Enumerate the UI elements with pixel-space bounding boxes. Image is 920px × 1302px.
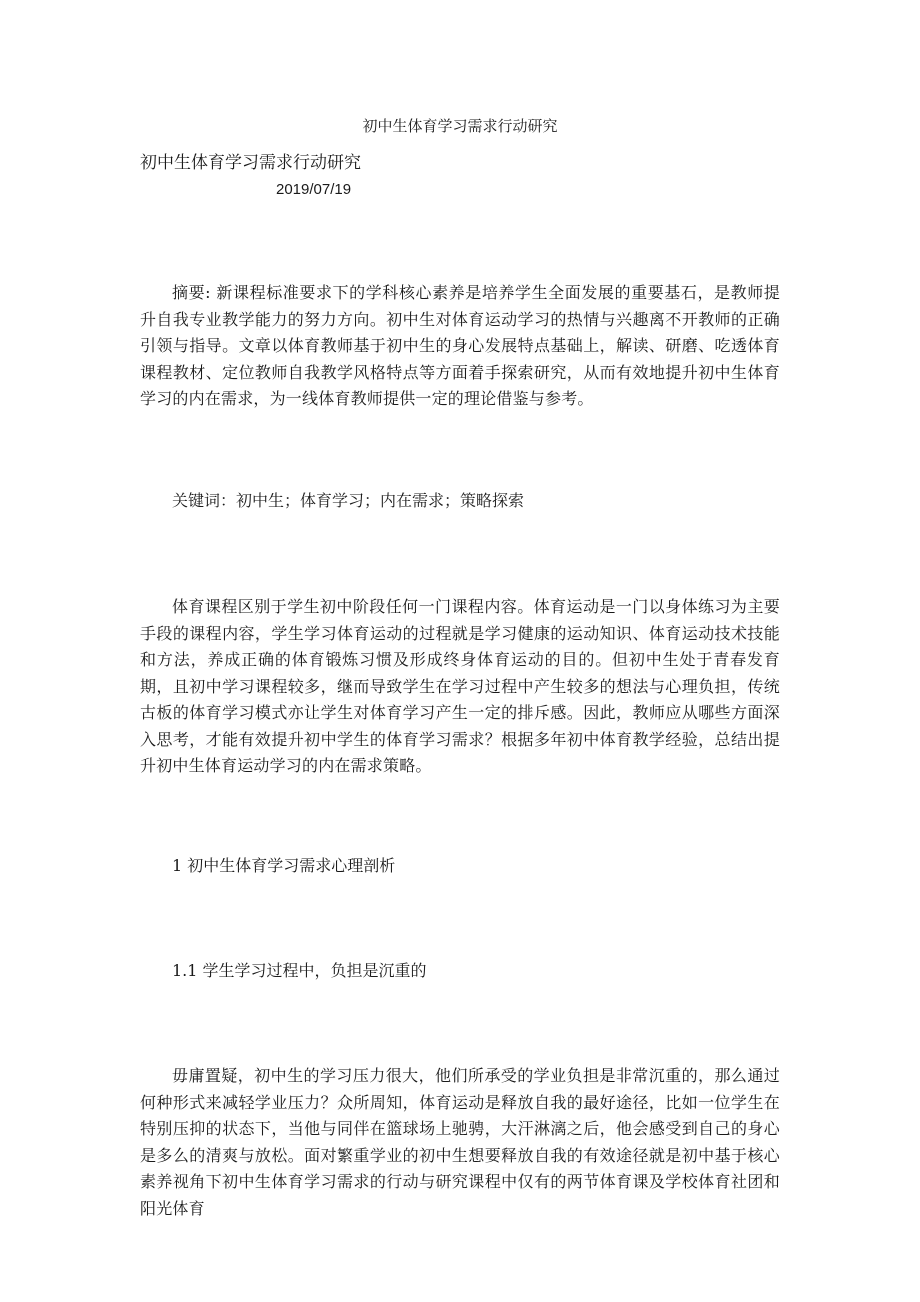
abstract-paragraph: 摘要: 新课程标准要求下的学科核心素养是培养学生全面发展的重要基石，是教师提升自我专业教学能力的努力方向。初中生对体育运动学习的热情与兴趣离不开教师的正确引领与指导。文章以体育教师基于初中生的身心发展特点基础上，解读、研磨、吃透体育课程教材、定位教师自我教学风格特点等方面着手探索研究，从而有效地提升初中生体育学习的内在需求，为一线体育教师提供一定的理论借鉴与参考。	[140, 283, 780, 408]
intro-paragraph: 体育课程区别于学生初中阶段任何一门课程内容。体育运动是一门以身体练习为主要手段的课程内容，学生学习体育运动的过程就是学习健康的运动知识、体育运动技术技能和方法，养成正确的体育锻炼习惯及形成终身体育运动的目的。但初中生处于青春发育期，且初中学习课程较多，继而导致学生在学习过程中产生较多的想法与心理负担，传统古板的体育学习模式亦让学生对体育学习产生一定的排斥感。因此，教师应从哪些方面深入思考，才能有效提升初中学生的体育学习需求？根据多年初中体育教学经验，总结出提升初中生体育运动学习的内在需求策略。	[140, 597, 780, 775]
document-subtitle: 初中生体育学习需求行动研究	[140, 153, 361, 173]
publish-date: 2019/07/19	[276, 181, 352, 198]
section-1-heading: 1 初中生体育学习需求心理剖析	[172, 856, 396, 875]
section-1-1-paragraph: 毋庸置疑，初中生的学习压力很大，他们所承受的学业负担是非常沉重的，那么通过何种形式来减轻学业压力？众所周知，体育运动是释放自我的最好途径，比如一位学生在特别压抑的状态下，当他与同伴在篮球场上驰骋，大汗淋漓之后，他会感受到自己的身心是多么的清爽与放松。面对繁重学业的初中生想要释放自我的有效途径就是初中基于核心素养视角下初中生体育学习需求的行动与研究课程中仅有的两节体育课及学校体育社团和阳光体育	[140, 1066, 780, 1218]
keywords-line: 关键词：初中生；体育学习；内在需求；策略探索	[172, 491, 525, 510]
document-header-title: 初中生体育学习需求行动研究	[362, 117, 558, 135]
section-1-1-heading: 1.1 学生学习过程中，负担是沉重的	[172, 961, 427, 980]
